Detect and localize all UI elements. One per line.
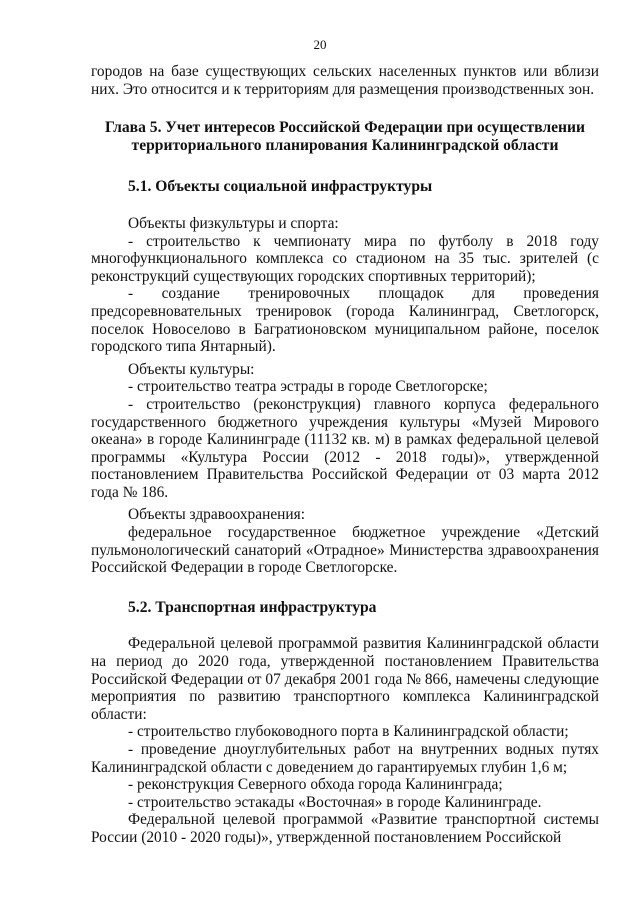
culture-item-museum: - строительство (реконструкция) главного корпуса федерального государственного бюджетного учреждения культуры «Музей Мирового океана» в городе Калининграде (11132 кв. м) в рамках федеральной целевой программы «Культура России (2012 - 2018 годы)», утвержденной постановлением Правительства Российской Федерации от 03 марта 2012 года № 186. — [91, 395, 599, 501]
intro-paragraph: городов на базе существующих сельских населенных пунктов или вблизи них. Это относится и к территориям для размещения производственных зон. — [91, 63, 599, 98]
culture-heading: Объекты культуры: — [128, 360, 255, 378]
section-title-transport: 5.2. Транспортная инфраструктура — [128, 598, 377, 616]
chapter-title: Глава 5. Учет интересов Российской Федерации при осуществлении территориального планирования Калининградской области — [104, 119, 586, 154]
transport-item-port: - строительство глубоководного порта в Калининградской области; — [128, 723, 569, 741]
sport-item-stadium: - строительство к чемпионату мира по футболу в 2018 году многофункционального комплекса со стадионом на 35 тыс. зрителей (с реконструкций существующих городских спортивных территорий); — [91, 232, 599, 285]
transport-intro: Федеральной целевой программой развития Калининградской области на период до 2020 года, утвержденной постановлением Правительства Российской Федерации от 07 декабря 2001 года № 866, намечены следующие мероприятия по развитию транспортного комплекса Калининградской области: — [91, 635, 599, 723]
page-content — [91, 63, 599, 847]
page-number: 20 — [313, 37, 327, 52]
transport-item-bypass: - реконструкция Северного обхода города Калининграда; — [128, 776, 503, 794]
culture-item-theatre: - строительство театра эстрады в городе Светлогорске; — [128, 378, 488, 396]
section-title-social: 5.1. Объекты социальной инфраструктуры — [128, 178, 433, 196]
transport-item-dredging: - проведение дноуглубительных работ на внутренних водных путях Калининградской области с доведением до гарантируемых глубин 1,6 м; — [91, 741, 599, 776]
transport-item-overpass: - строительство эстакады «Восточная» в городе Калининграде. — [128, 793, 542, 811]
health-text: федеральное государственное бюджетное учреждение «Детский пульмонологический санаторий «Отрадное» Министерства здравоохранения Российской Федерации в городе Светлогорске. — [91, 524, 599, 577]
sport-heading: Объекты физкультуры и спорта: — [128, 214, 339, 232]
health-heading: Объекты здравоохранения: — [128, 506, 305, 524]
transport-closing: Федеральной целевой программой «Развитие транспортной системы России (2010 - 2020 годы)», утвержденной постановлением Российской — [91, 811, 599, 846]
sport-item-training: - создание тренировочных площадок для проведения предсоревновательных тренировок (города Калининград, Светлогорск, поселок Новоселово в Багратионовском муниципальном районе, поселок городского типа Янтарный). — [91, 285, 599, 356]
